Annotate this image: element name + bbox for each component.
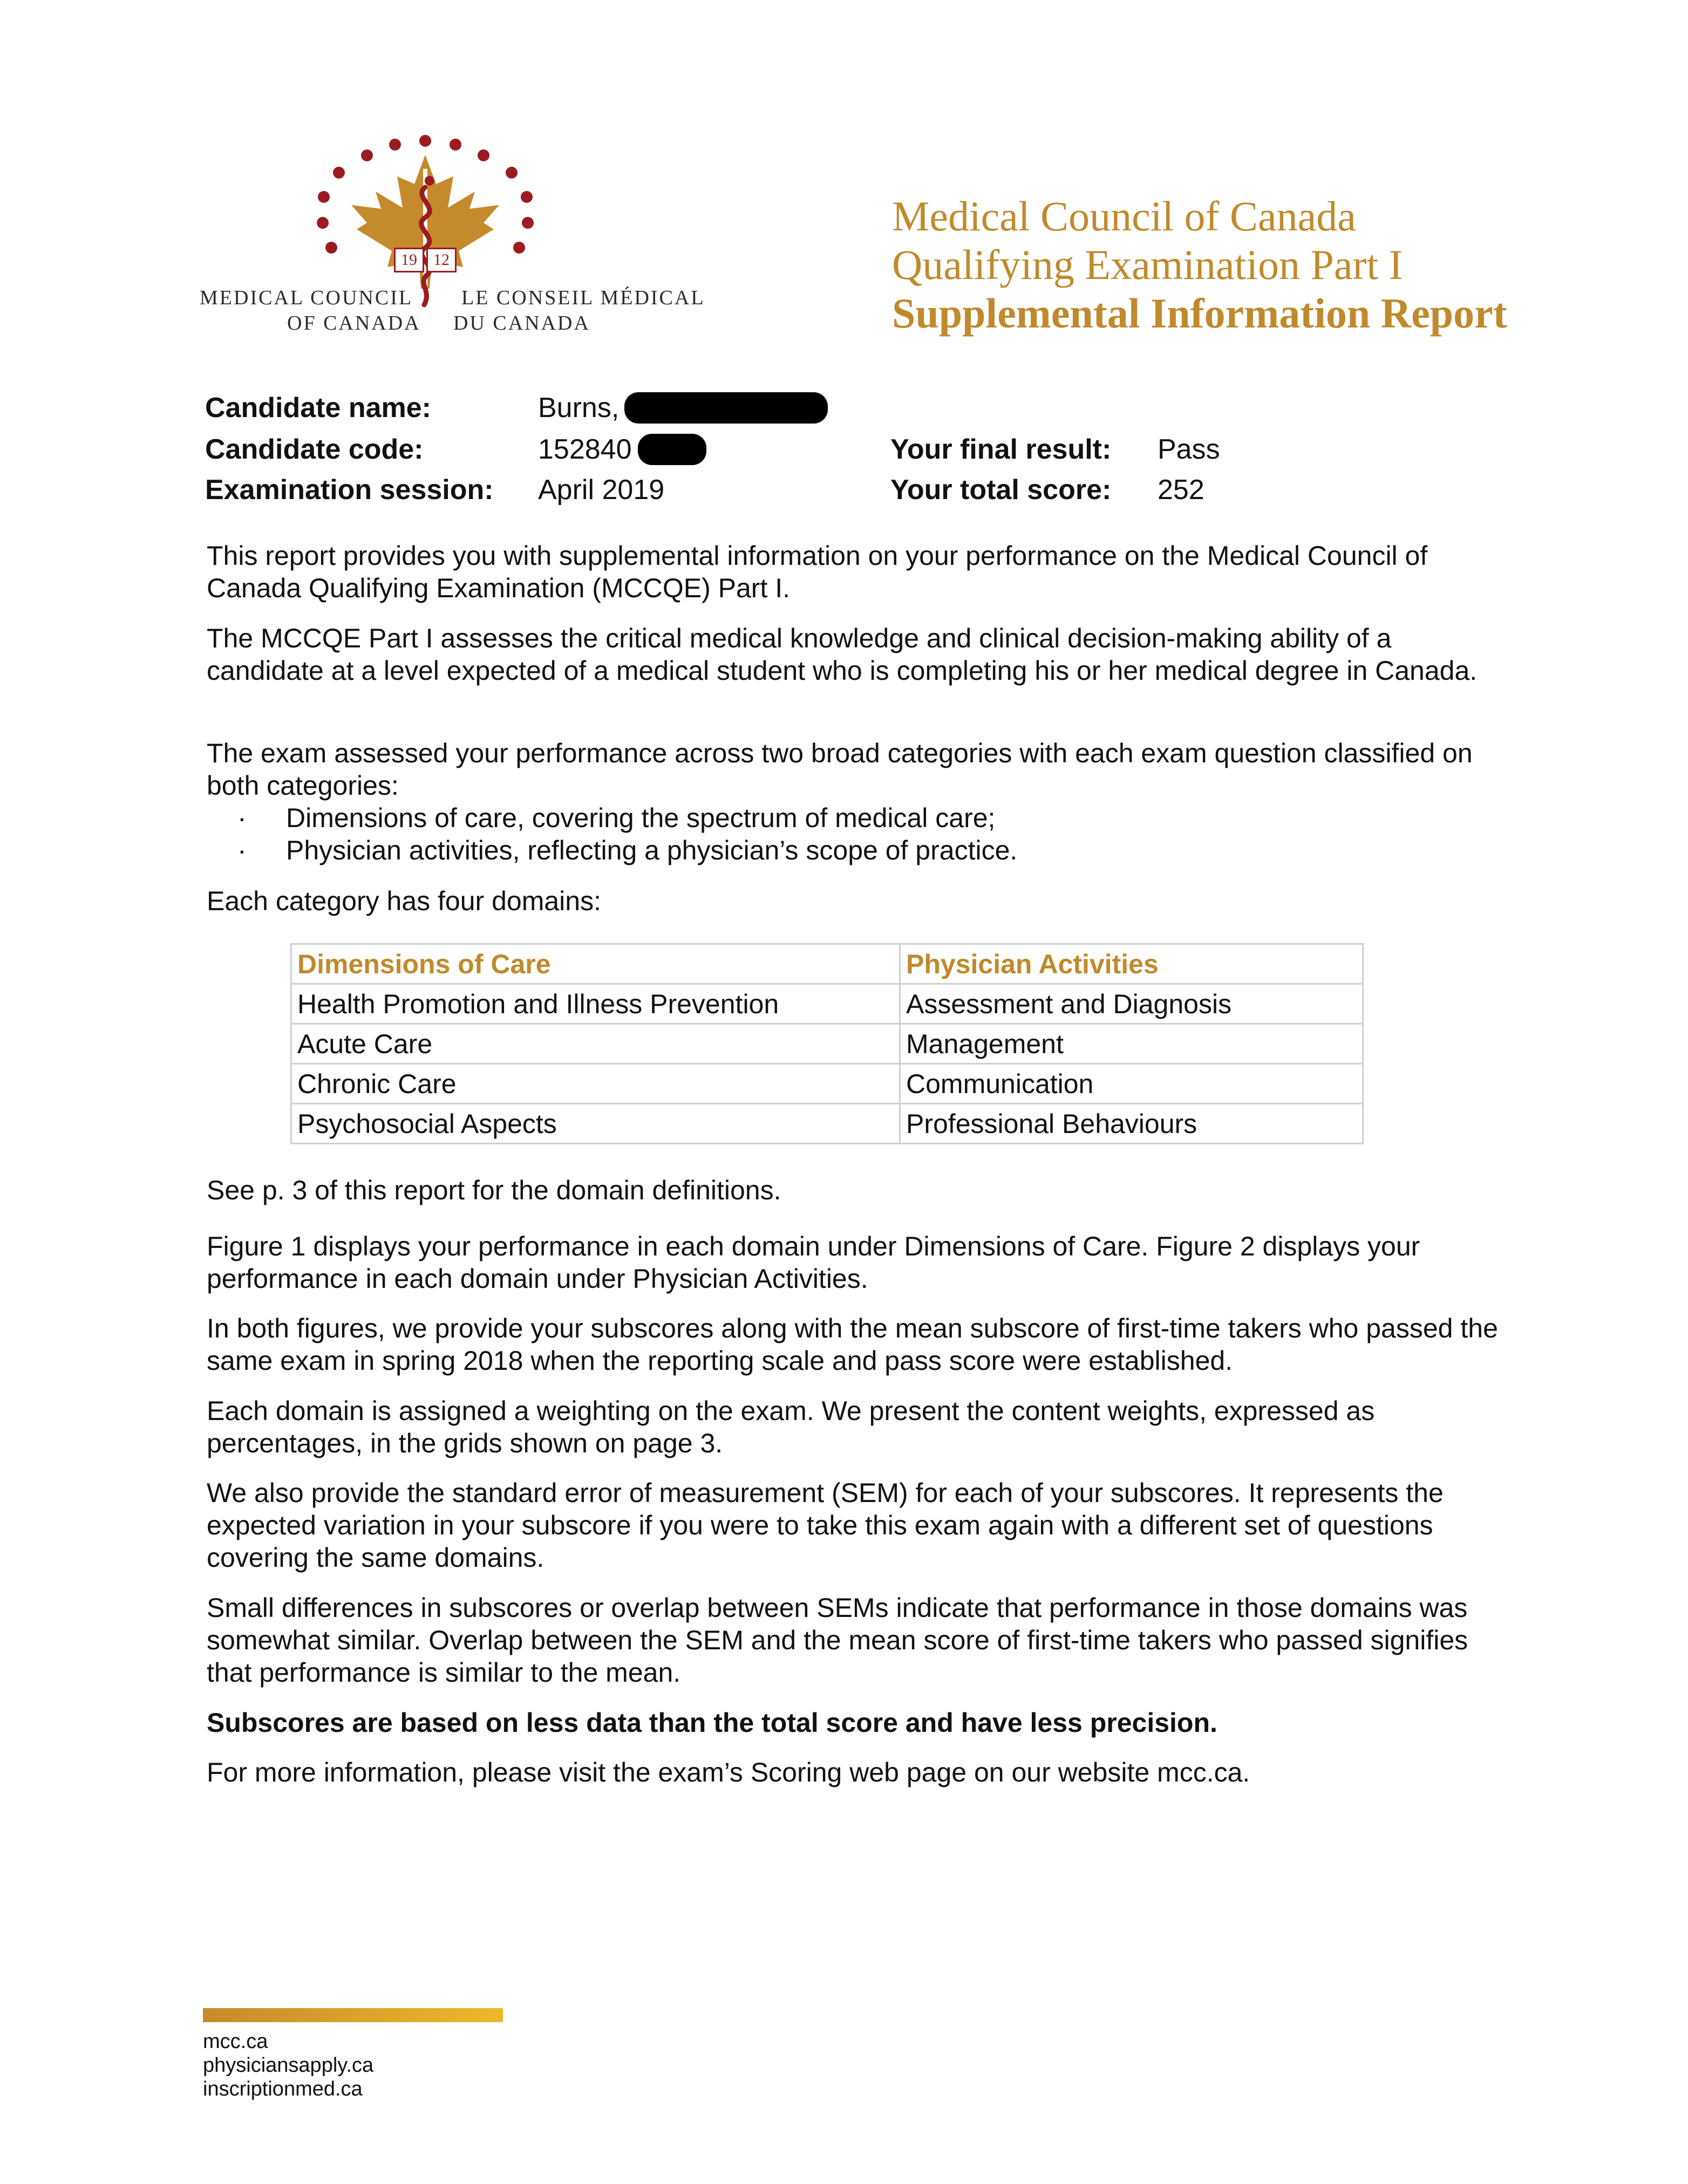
- redaction-bar: [638, 434, 706, 465]
- total-score-value: 252: [1158, 474, 1204, 506]
- footer-link-mcc[interactable]: mcc.ca: [203, 2030, 268, 2053]
- logo-fr-line1: LE CONSEIL MÉDICAL: [461, 286, 705, 309]
- report-title: Supplemental Information Report: [892, 290, 1507, 337]
- exam-session-label: Examination session:: [205, 474, 494, 506]
- exam-session-value: April 2019: [538, 474, 665, 506]
- footer-link-physiciansapply[interactable]: physiciansapply.ca: [203, 2054, 374, 2077]
- paragraph-more-info: For more information, please visit the exam’s Scoring web page on our website mcc.ca.: [207, 1757, 1250, 1787]
- table-header: Dimensions of Care: [291, 944, 900, 984]
- footer-link-inscriptionmed[interactable]: inscriptionmed.ca: [203, 2078, 363, 2100]
- paragraph-weighting: Each domain is assigned a weighting on the exam. We present the content weights, expressed as percentages, in the grids shown on page 3.: [207, 1396, 1375, 1458]
- total-score-label: Your total score:: [890, 474, 1112, 506]
- paragraph-precision-note: Subscores are based on less data than the total score and have less precision.: [207, 1708, 1217, 1738]
- table-cell: Acute Care: [291, 1024, 900, 1064]
- logo-en-line1: MEDICAL COUNCIL: [200, 286, 413, 309]
- final-result-label: Your final result:: [890, 434, 1112, 465]
- redaction-bar: [624, 392, 828, 424]
- paragraph-figures: Figure 1 displays your performance in each domain under Dimensions of Care. Figure 2 displays your performance in each domain under Physician Activities.: [207, 1231, 1420, 1294]
- table-cell: Chronic Care: [291, 1064, 900, 1104]
- candidate-name-label: Candidate name:: [205, 392, 431, 424]
- table-row: [291, 984, 1363, 1024]
- paragraph-see-page: See p. 3 of this report for the domain definitions.: [207, 1175, 781, 1205]
- table-cell: Health Promotion and Illness Prevention: [291, 984, 900, 1024]
- year-right: 12: [426, 248, 457, 272]
- paragraph-subscores: In both figures, we provide your subscores along with the mean subscore of first-time takers who passed the same exam in spring 2018 when the reporting scale and pass score were established.: [207, 1313, 1498, 1376]
- table-cell: Communication: [900, 1064, 1363, 1104]
- logo-en-line2: OF CANADA: [287, 312, 421, 335]
- mcc-logo: [200, 127, 705, 343]
- table-cell: Management: [900, 1024, 1363, 1064]
- paragraph-categories: The exam assessed your performance across two broad categories with each exam question classified on both categories:: [207, 738, 1473, 801]
- table-cell: Professional Behaviours: [900, 1104, 1363, 1144]
- table-row: [291, 1064, 1363, 1104]
- candidate-code-value: 152840: [538, 434, 632, 465]
- bullet-item: · Physician activities, reflecting a physician’s scope of practice.: [237, 835, 1018, 865]
- paragraph-assessment: The MCCQE Part I assesses the critical medical knowledge and clinical decision-making ability of a candidate at a level expected of a medical student who is completing his or her medical degree in Canada.: [207, 623, 1478, 686]
- table-header-row: [291, 944, 1363, 984]
- table-header: Physician Activities: [900, 944, 1363, 984]
- year-left: 19: [394, 248, 424, 272]
- logo-fr-line2: DU CANADA: [453, 312, 590, 335]
- paragraph-domains: Each category has four domains:: [207, 886, 601, 916]
- maple-leaf-caduceus-icon: [200, 127, 696, 343]
- table-row: [291, 1104, 1363, 1144]
- final-result-value: Pass: [1158, 434, 1220, 465]
- bullet-item: · Dimensions of care, covering the spectrum of medical care;: [237, 803, 996, 833]
- domain-table: [290, 943, 1364, 1144]
- footer-accent-bar: [203, 2008, 503, 2022]
- title-line1: Medical Council of Canada: [892, 193, 1356, 240]
- candidate-code-label: Candidate code:: [205, 434, 424, 465]
- paragraph-intro: This report provides you with supplemental information on your performance on the Medical Council of Canada Qualifying Examination (MCCQE) Part I.: [207, 541, 1428, 603]
- title-line2: Qualifying Examination Part I: [892, 241, 1403, 288]
- paragraph-differences: Small differences in subscores or overlap between SEMs indicate that performance in those domains was somewhat similar. Overlap between the SEM and the mean score of first-time takers who passed signifies that performance is similar to the mean.: [207, 1593, 1468, 1688]
- paragraph-sem: We also provide the standard error of measurement (SEM) for each of your subscores. It represents the expected variation in your subscore if you were to take this exam again with a different set of questions covering the same domains.: [207, 1478, 1444, 1573]
- table-cell: Assessment and Diagnosis: [900, 984, 1363, 1024]
- candidate-name-value: Burns,: [538, 392, 620, 424]
- table-row: [291, 1024, 1363, 1064]
- table-cell: Psychosocial Aspects: [291, 1104, 900, 1144]
